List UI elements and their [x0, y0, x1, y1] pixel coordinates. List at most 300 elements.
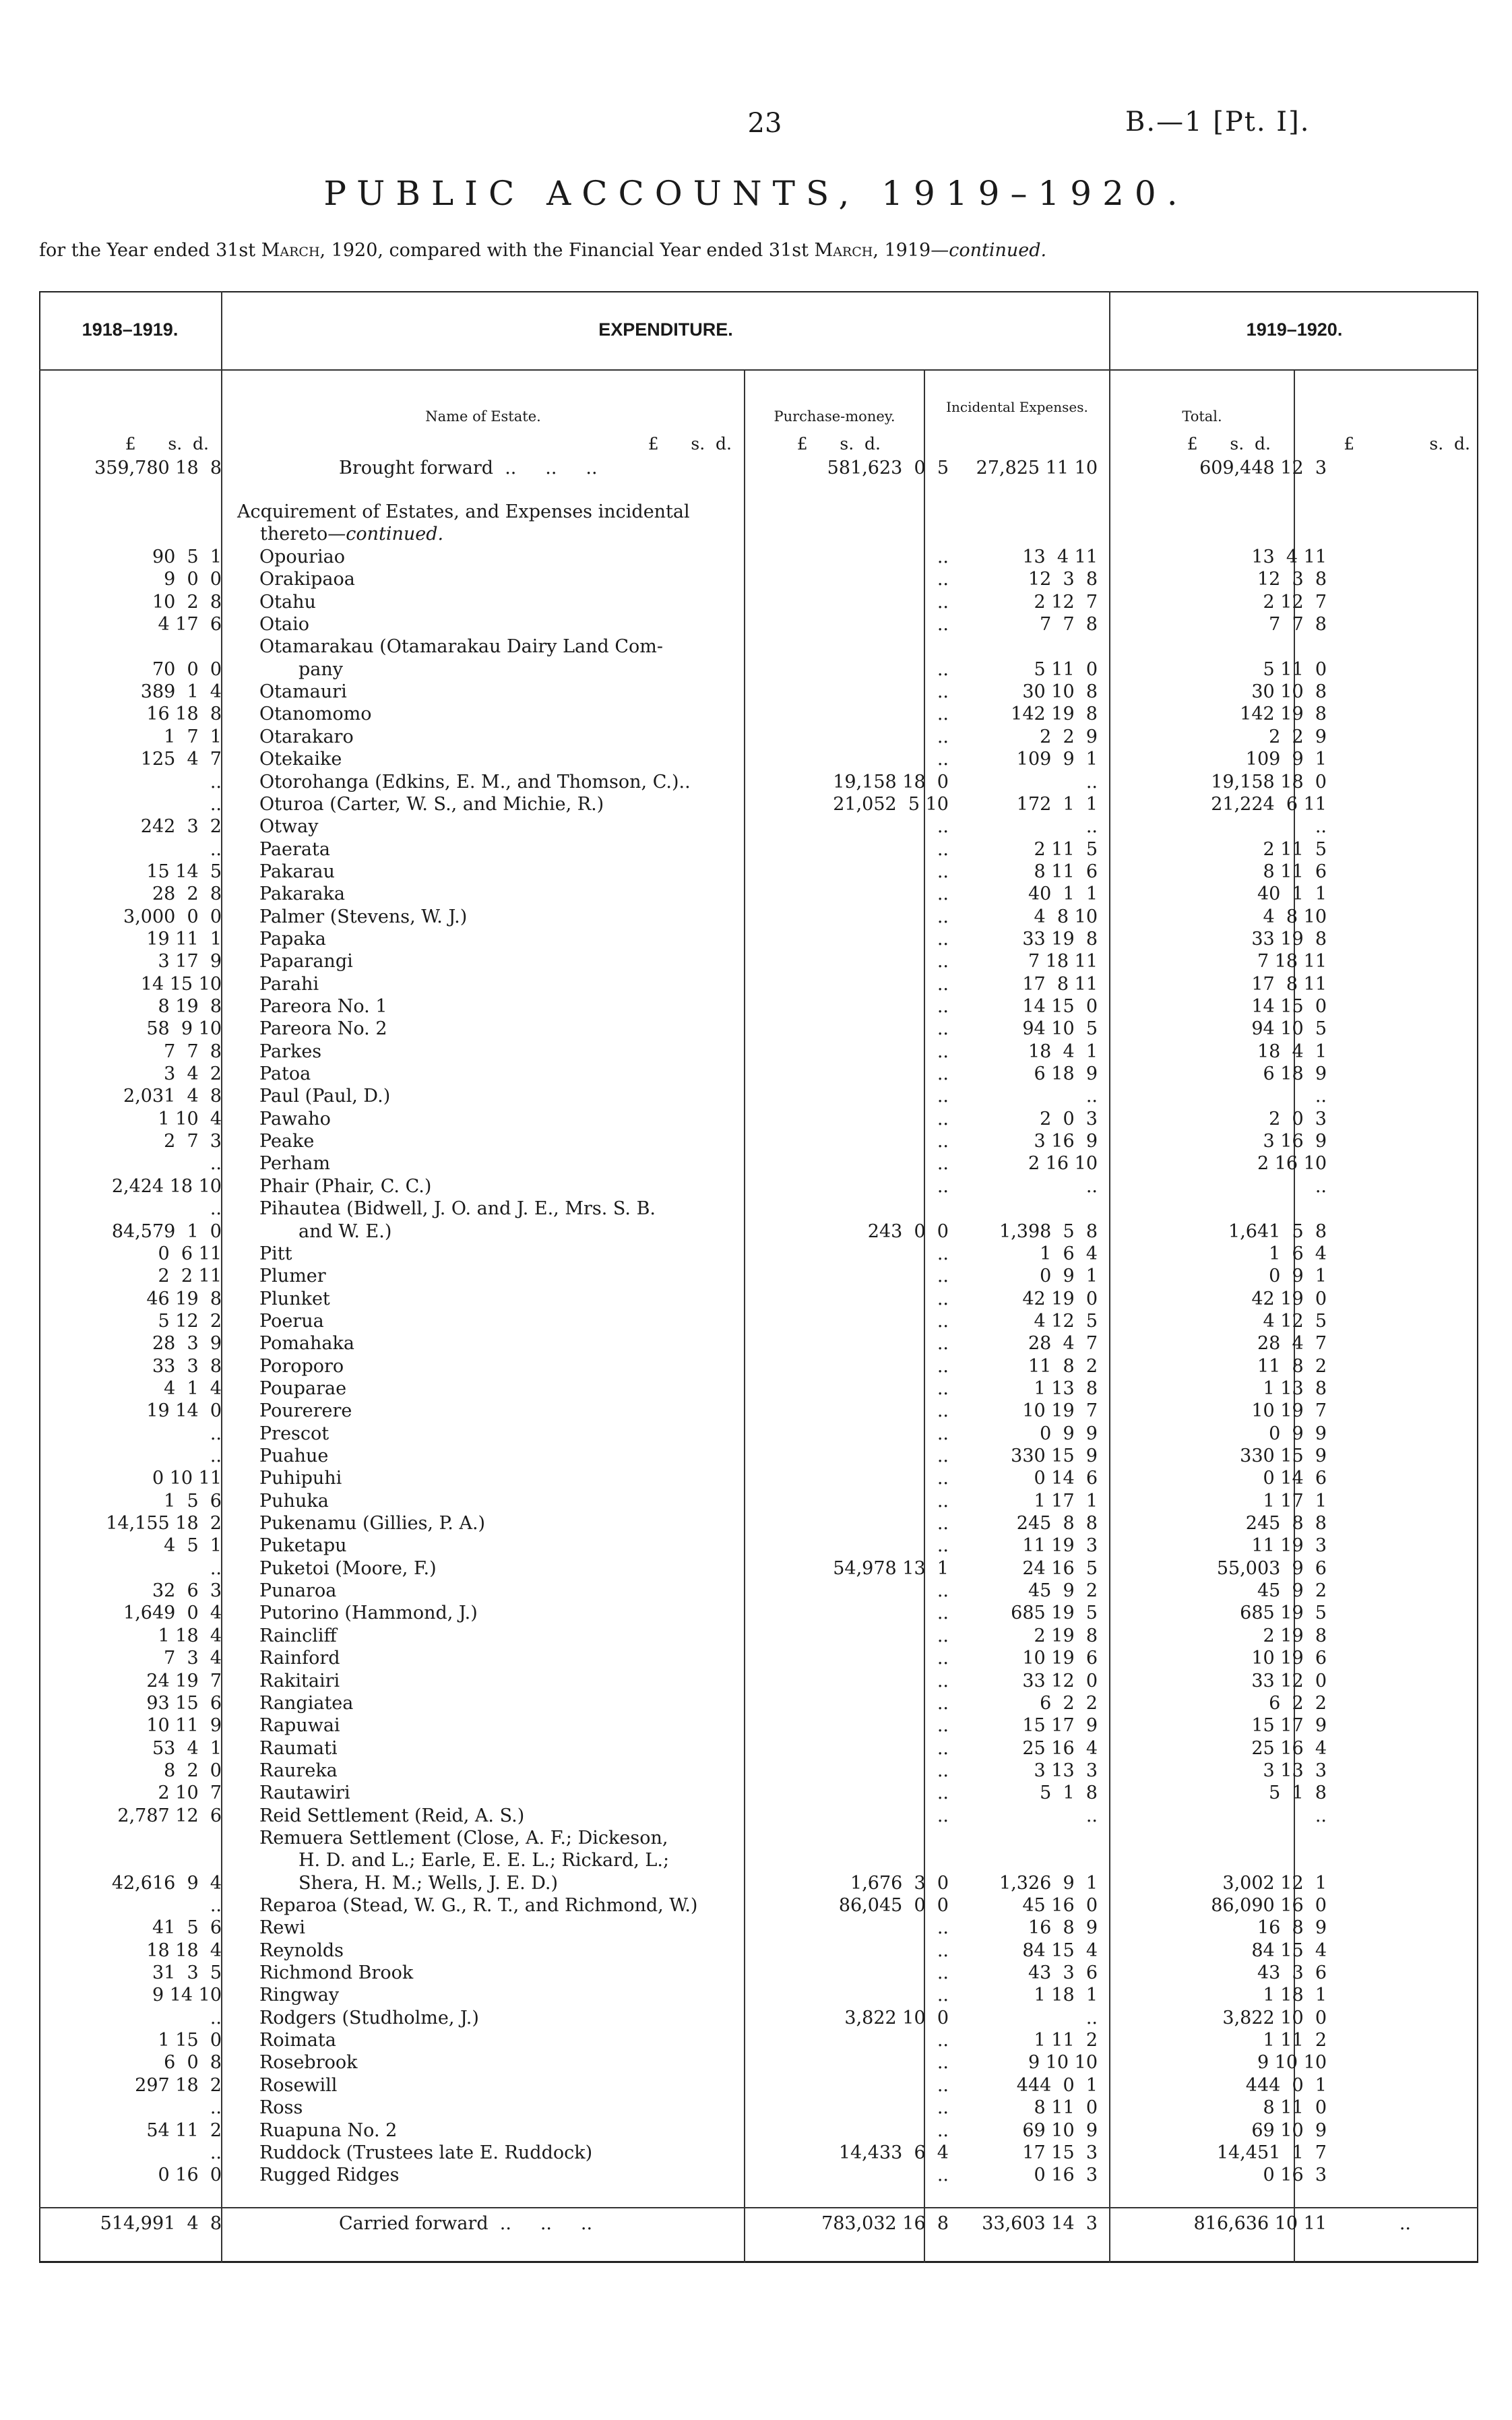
totals-rule — [39, 2207, 1478, 2208]
estate-name: Plunket — [259, 1288, 330, 1309]
estate-row — [39, 1400, 1478, 1422]
estate-name: Ruapuna No. 2 — [259, 2119, 398, 2141]
estate-name: Perham — [259, 1153, 330, 1175]
incidental-amount: 14 15 0 — [1022, 996, 1098, 1017]
currency-header: £ s. d. — [1344, 434, 1470, 454]
purchase-amount: .. — [937, 973, 949, 995]
prev-year-amount: 14 15 10 — [140, 973, 222, 995]
incidental-amount: 0 14 6 — [1034, 1468, 1098, 1489]
estate-row — [39, 1243, 1478, 1265]
total-amount: 3,002 12 1 — [1222, 1872, 1327, 1894]
estate-row — [39, 1512, 1478, 1534]
incidental-amount: 45 9 2 — [1028, 1580, 1098, 1602]
col-purchase-header: Purchase-money. — [774, 408, 895, 425]
incidental-amount: 4 8 10 — [1034, 906, 1098, 927]
prev-year-amount: 84,579 1 0 — [111, 1220, 222, 1242]
estate-row — [39, 1288, 1478, 1310]
estate-name: Palmer (Stevens, W. J.) — [259, 906, 468, 927]
subtitle-part: , 1920, compared with the Financial Year ended 31st — [319, 240, 815, 261]
estate-row — [39, 1490, 1478, 1512]
prev-year-amount: 18 18 4 — [146, 1940, 222, 1961]
prev-year-amount: 28 3 9 — [152, 1333, 222, 1355]
purchase-amount: .. — [937, 838, 949, 860]
purchase-amount: .. — [937, 1108, 949, 1129]
incidental-amount: 0 16 3 — [1034, 2165, 1098, 2186]
estate-name: Oturoa (Carter, W. S., and Michie, R.) — [259, 793, 604, 815]
purchase-amount: .. — [937, 996, 949, 1017]
estate-row — [39, 861, 1478, 883]
purchase-amount: .. — [937, 704, 949, 725]
total-amount: 444 0 1 — [1245, 2074, 1327, 2096]
estate-row — [39, 1782, 1478, 1804]
purchase-amount: 783,032 16 8 — [821, 2213, 949, 2234]
estate-row — [39, 1534, 1478, 1557]
estate-name: Rewi — [259, 1917, 306, 1939]
incidental-amount: 1 18 1 — [1034, 1985, 1098, 2006]
purchase-amount: .. — [937, 906, 949, 927]
current-year-amount: .. — [1399, 2213, 1411, 2234]
total-amount: 55,003 9 6 — [1216, 1557, 1327, 1579]
incidental-amount: 69 10 9 — [1022, 2119, 1098, 2141]
incidental-amount: 30 10 8 — [1022, 681, 1098, 703]
incidental-amount: 2 12 7 — [1034, 591, 1098, 613]
total-amount: 2 11 5 — [1263, 838, 1327, 860]
subtitle-part: , 1919— — [873, 240, 949, 261]
prev-year-amount: 242 3 2 — [140, 816, 222, 838]
purchase-amount: .. — [937, 1513, 949, 1534]
purchase-amount: .. — [937, 1333, 949, 1355]
purchase-amount: .. — [937, 1737, 949, 1759]
incidental-amount: .. — [1085, 771, 1098, 793]
estate-row — [39, 2119, 1478, 2142]
subtitle-month: March — [814, 240, 873, 261]
currency-header: £ s. d. — [796, 434, 881, 454]
purchase-amount: .. — [937, 1288, 949, 1309]
total-amount: 3 13 3 — [1263, 1760, 1327, 1781]
estate-row — [39, 1377, 1478, 1400]
estate-name: Otekaike — [259, 749, 342, 770]
purchase-amount: .. — [937, 1782, 949, 1804]
total-amount: 3,822 10 0 — [1222, 2007, 1327, 2028]
prev-year-amount: 41 5 6 — [152, 1917, 222, 1939]
prev-year-amount: .. — [210, 838, 222, 860]
prev-year-amount: 389 1 4 — [140, 681, 222, 703]
total-amount: 28 4 7 — [1257, 1333, 1327, 1355]
incidental-amount: 13 4 11 — [1022, 547, 1098, 567]
estate-name: Reynolds — [259, 1940, 344, 1961]
subtitle-continued: continued. — [949, 240, 1047, 261]
estate-row — [39, 771, 1478, 793]
total-amount: 685 19 5 — [1240, 1603, 1327, 1624]
estate-row — [39, 1625, 1478, 1647]
purchase-amount: .. — [937, 2074, 949, 2096]
incidental-amount: 24 16 5 — [1022, 1557, 1098, 1579]
purchase-amount: .. — [937, 1490, 949, 1512]
incidental-amount: 33 19 8 — [1022, 928, 1098, 950]
purchase-amount: .. — [937, 2030, 949, 2051]
incidental-amount: 2 11 5 — [1034, 838, 1098, 860]
estate-name: Pomahaka — [259, 1333, 354, 1355]
estate-name: Raincliff — [259, 1625, 337, 1646]
total-amount: 816,636 10 11 — [1193, 2213, 1327, 2234]
total-amount: 5 11 0 — [1263, 658, 1327, 680]
estate-row — [39, 2074, 1478, 2097]
prev-year-amount: .. — [210, 793, 222, 815]
prev-year-amount: 359,780 18 8 — [94, 458, 222, 478]
leader-dots: .. .. .. — [493, 458, 598, 478]
estate-name: Parahi — [259, 973, 319, 995]
estate-name: Roimata — [259, 2030, 336, 2051]
total-amount: .. — [1315, 816, 1327, 838]
prev-year-amount: 58 9 10 — [146, 1018, 222, 1040]
estate-row — [39, 973, 1478, 995]
prev-year-amount: .. — [210, 771, 222, 793]
incidental-amount: 1,326 9 1 — [999, 1872, 1098, 1894]
prev-year-amount: 3 17 9 — [158, 951, 222, 972]
total-amount: 69 10 9 — [1251, 2119, 1327, 2141]
prev-year-amount: 46 19 8 — [146, 1288, 222, 1309]
total-amount: 0 16 3 — [1263, 2165, 1327, 2186]
estate-row — [39, 1152, 1478, 1175]
purchase-amount: .. — [937, 547, 949, 567]
total-amount: 21,224 6 11 — [1211, 793, 1327, 815]
estate-row — [39, 1849, 1478, 1871]
prev-year-amount: 2,031 4 8 — [123, 1086, 222, 1107]
purchase-amount: .. — [937, 1917, 949, 1939]
prev-year-amount: 1,649 0 4 — [123, 1603, 222, 1624]
estate-name: Poroporo — [259, 1355, 344, 1377]
prev-year-amount: .. — [210, 2097, 222, 2119]
header-rule — [39, 369, 1478, 371]
incidental-amount: 5 1 8 — [1040, 1782, 1098, 1804]
purchase-amount: .. — [937, 861, 949, 882]
prev-year-amount: 7 7 8 — [164, 1041, 222, 1062]
estate-row — [39, 1647, 1478, 1669]
purchase-amount: .. — [937, 1446, 949, 1466]
estate-row — [39, 591, 1478, 613]
incidental-amount: 18 4 1 — [1028, 1041, 1098, 1062]
purchase-amount: .. — [937, 2052, 949, 2074]
total-amount: 19,158 18 0 — [1211, 771, 1327, 793]
estate-row — [39, 1220, 1478, 1243]
estate-row — [39, 2029, 1478, 2051]
estate-row — [39, 1108, 1478, 1130]
prev-year-amount: 93 15 6 — [146, 1692, 222, 1714]
estate-row — [39, 1737, 1478, 1760]
total-amount: 4 12 5 — [1263, 1310, 1327, 1332]
purchase-amount: .. — [937, 1041, 949, 1062]
incidental-amount: 1 17 1 — [1034, 1490, 1098, 1512]
incidental-amount: 2 2 9 — [1040, 726, 1098, 747]
incidental-amount: 1 13 8 — [1034, 1377, 1098, 1399]
purchase-amount: .. — [937, 1175, 949, 1197]
purchase-amount: .. — [937, 2165, 949, 2186]
estate-name: Reid Settlement (Reid, A. S.) — [259, 1805, 525, 1826]
estate-name: Paparangi — [259, 951, 353, 972]
purchase-amount: .. — [937, 928, 949, 950]
prev-year-amount: .. — [210, 1153, 222, 1175]
estate-row — [39, 1805, 1478, 1827]
estate-name: Puahue — [259, 1446, 329, 1466]
prev-year-amount: 8 2 0 — [164, 1760, 222, 1781]
estate-name: Otamarakau (Otamarakau Dairy Land Com- — [259, 636, 664, 658]
purchase-amount: .. — [937, 1760, 949, 1781]
total-amount: 18 4 1 — [1257, 1041, 1327, 1062]
total-amount: .. — [1315, 1175, 1327, 1197]
total-amount: 1 6 4 — [1269, 1243, 1327, 1264]
estate-name: Rosewill — [259, 2074, 338, 2096]
prev-year-amount: 3,000 0 0 — [123, 906, 222, 927]
prev-year-amount: 0 10 11 — [152, 1468, 222, 1489]
estate-name: Otamauri — [259, 681, 347, 703]
estate-name: Orakipaoa — [259, 569, 355, 590]
total-amount: 330 15 9 — [1240, 1446, 1327, 1466]
estate-name: Shera, H. M.; Wells, J. E. D.) — [298, 1872, 559, 1894]
estate-row — [39, 546, 1478, 568]
prev-year-amount: 2 2 11 — [158, 1266, 222, 1287]
total-amount: .. — [1315, 1086, 1327, 1107]
total-amount: 11 19 3 — [1251, 1535, 1327, 1557]
prev-year-amount: 15 14 5 — [146, 861, 222, 882]
estate-name: Reparoa (Stead, W. G., R. T., and Richmond, W.) — [259, 1895, 698, 1916]
estate-row — [39, 793, 1478, 815]
incidental-amount: 2 19 8 — [1034, 1625, 1098, 1646]
purchase-amount: .. — [937, 1355, 949, 1377]
estate-row — [39, 1265, 1478, 1287]
total-amount: .. — [1315, 1805, 1327, 1826]
estate-name: Pareora No. 1 — [259, 996, 387, 1017]
prev-year-amount: 9 0 0 — [164, 569, 222, 590]
incidental-amount: 9 10 10 — [1028, 2052, 1098, 2074]
incidental-amount: 3 13 3 — [1034, 1760, 1098, 1781]
estate-row — [39, 1692, 1478, 1714]
purchase-amount: .. — [937, 1962, 949, 1984]
estate-row — [39, 726, 1478, 748]
estate-name: Poerua — [259, 1310, 324, 1332]
total-amount: 33 12 0 — [1251, 1670, 1327, 1692]
estate-name: Raumati — [259, 1737, 338, 1759]
estate-name: Rakitairi — [259, 1670, 340, 1692]
prev-year-amount: .. — [210, 1198, 222, 1220]
prev-year-amount: 19 14 0 — [146, 1400, 222, 1422]
section-heading-text: thereto— — [260, 524, 346, 545]
purchase-amount: .. — [937, 1580, 949, 1602]
incidental-amount: 43 3 6 — [1028, 1962, 1098, 1984]
purchase-amount: .. — [937, 614, 949, 635]
prev-year-amount: 14,155 18 2 — [106, 1513, 222, 1534]
prev-year-amount: .. — [210, 1895, 222, 1916]
estate-name: Ross — [259, 2097, 303, 2119]
total-amount: 42 19 0 — [1251, 1288, 1327, 1309]
purchase-amount: .. — [937, 1266, 949, 1287]
prev-year-amount: 10 11 9 — [146, 1715, 222, 1737]
estate-row — [39, 748, 1478, 770]
incidental-amount: 17 15 3 — [1022, 2142, 1098, 2163]
estate-name: pany — [298, 658, 344, 680]
estate-name: and W. E.) — [298, 1220, 392, 1242]
purchase-amount: .. — [937, 951, 949, 972]
incidental-amount: 109 9 1 — [1016, 749, 1098, 770]
prev-year-amount: 19 11 1 — [146, 928, 222, 950]
estate-name: Otaio — [259, 614, 309, 635]
estate-name: Rautawiri — [259, 1782, 350, 1804]
prev-year-amount: 2 7 3 — [164, 1131, 222, 1152]
purchase-amount: .. — [937, 1985, 949, 2006]
incidental-amount: 16 8 9 — [1028, 1917, 1098, 1939]
estate-name: Phair (Phair, C. C.) — [259, 1175, 432, 1197]
estate-name: Pawaho — [259, 1108, 331, 1129]
estate-row — [39, 1670, 1478, 1692]
estate-row — [39, 950, 1478, 972]
incidental-amount: 11 19 3 — [1022, 1535, 1098, 1557]
incidental-amount: 245 8 8 — [1016, 1513, 1098, 1534]
prev-year-amount: 0 6 11 — [158, 1243, 222, 1264]
purchase-amount: 19,158 18 0 — [833, 771, 949, 793]
estate-row — [39, 1984, 1478, 2006]
estate-name: Rapuwai — [259, 1715, 340, 1737]
estate-row — [39, 1760, 1478, 1782]
estate-name: Pakarau — [259, 861, 335, 882]
incidental-amount: 33 12 0 — [1022, 1670, 1098, 1692]
total-amount: 40 1 1 — [1257, 883, 1327, 905]
total-amount: 45 9 2 — [1257, 1580, 1327, 1602]
prev-year-amount: 16 18 8 — [146, 704, 222, 725]
section-heading-italic: continued. — [346, 524, 444, 545]
purchase-amount: .. — [937, 569, 949, 590]
purchase-amount: .. — [937, 1468, 949, 1489]
col-incidental-header: Incidental Expenses. — [946, 399, 1088, 415]
estate-row — [39, 1198, 1478, 1220]
total-amount: 1 18 1 — [1263, 1985, 1327, 2006]
prev-year-amount: 24 19 7 — [146, 1670, 222, 1692]
estate-row — [39, 1130, 1478, 1152]
total-amount: 13 4 11 — [1251, 547, 1327, 567]
estate-name: Ruddock (Trustees late E. Ruddock) — [259, 2142, 593, 2163]
total-amount: 10 19 7 — [1251, 1400, 1327, 1422]
total-amount: 2 12 7 — [1263, 591, 1327, 613]
estate-name: Pukenamu (Gillies, P. A.) — [259, 1513, 486, 1534]
total-amount: 9 10 10 — [1257, 2052, 1327, 2074]
prev-year-amount: .. — [210, 1423, 222, 1444]
purchase-amount: .. — [937, 1625, 949, 1646]
currency-header: £ s. d. — [125, 434, 209, 454]
total-amount: 245 8 8 — [1245, 1513, 1327, 1534]
incidental-amount: 10 19 6 — [1022, 1648, 1098, 1669]
purchase-amount: 54,978 13 1 — [833, 1557, 949, 1579]
incidental-amount: 5 11 0 — [1034, 658, 1098, 680]
total-amount: 142 19 8 — [1240, 704, 1327, 725]
prev-year-amount: 70 0 0 — [152, 658, 222, 680]
prev-year-amount: 8 19 8 — [158, 996, 222, 1017]
purchase-amount: .. — [937, 1648, 949, 1669]
estate-row — [39, 838, 1478, 861]
estate-row — [39, 1085, 1478, 1107]
estate-row — [39, 1310, 1478, 1332]
purchase-amount: .. — [937, 591, 949, 613]
estate-row — [39, 1467, 1478, 1489]
total-amount: 2 16 10 — [1257, 1153, 1327, 1175]
purchase-amount: .. — [937, 1423, 949, 1444]
purchase-amount: 581,623 0 5 — [827, 458, 949, 478]
purchase-amount: .. — [937, 1535, 949, 1557]
prev-year-amount: 125 4 7 — [140, 749, 222, 770]
estate-row — [39, 2051, 1478, 2074]
estate-name: Rugged Ridges — [259, 2165, 400, 2186]
incidental-amount: 1 11 2 — [1034, 2030, 1098, 2051]
prev-year-amount: 32 6 3 — [152, 1580, 222, 1602]
incidental-amount: .. — [1085, 816, 1098, 838]
total-amount: 8 11 0 — [1263, 2097, 1327, 2119]
estate-name: Parkes — [259, 1041, 322, 1062]
purchase-amount: .. — [937, 1670, 949, 1692]
purchase-amount: .. — [937, 1310, 949, 1332]
total-amount: 6 18 9 — [1263, 1063, 1327, 1085]
prev-year-amount: 297 18 2 — [135, 2074, 222, 2096]
incidental-amount: 40 1 1 — [1028, 883, 1098, 905]
purchase-amount: 243 0 0 — [867, 1220, 949, 1242]
estate-row — [39, 681, 1478, 703]
incidental-amount: 12 3 8 — [1028, 569, 1098, 590]
section-heading-cont — [260, 524, 443, 545]
estate-name: Richmond Brook — [259, 1962, 414, 1984]
estate-row — [39, 1332, 1478, 1355]
estate-row — [39, 2142, 1478, 2164]
estate-row — [39, 1580, 1478, 1602]
total-amount: 1 13 8 — [1263, 1377, 1327, 1399]
incidental-amount: 94 10 5 — [1022, 1018, 1098, 1040]
total-amount: 1 17 1 — [1263, 1490, 1327, 1512]
prev-year-amount: .. — [210, 1557, 222, 1579]
incidental-amount: 3 16 9 — [1034, 1131, 1098, 1152]
prev-year-amount: 1 15 0 — [158, 2030, 222, 2051]
prev-year-amount: 28 2 8 — [152, 883, 222, 905]
incidental-amount: 8 11 6 — [1034, 861, 1098, 882]
total-amount: 84 15 4 — [1251, 1940, 1327, 1961]
incidental-amount: 172 1 1 — [1016, 793, 1098, 815]
incidental-amount: 84 15 4 — [1022, 1940, 1098, 1961]
estate-name: Puketoi (Moore, F.) — [259, 1557, 437, 1579]
carried-forward-row — [39, 2212, 1478, 2235]
estate-name: Remuera Settlement (Close, A. F.; Dickeson, — [259, 1827, 668, 1849]
estate-name: Raureka — [259, 1760, 338, 1781]
incidental-amount: 0 9 9 — [1040, 1423, 1098, 1444]
total-amount: 2 19 8 — [1263, 1625, 1327, 1646]
purchase-amount: .. — [937, 883, 949, 905]
incidental-amount: .. — [1085, 1175, 1098, 1197]
incidental-amount: 330 15 9 — [1011, 1446, 1098, 1466]
estate-row — [39, 1940, 1478, 1962]
prev-year-amount: 5 12 2 — [158, 1310, 222, 1332]
estate-name: Prescot — [259, 1423, 329, 1444]
incidental-amount: 7 18 11 — [1028, 951, 1098, 972]
col-total-header: Total. — [1182, 408, 1222, 425]
page-title: PUBLIC ACCOUNTS, 1919–1920. — [323, 174, 1189, 213]
estate-row — [39, 928, 1478, 950]
total-amount: 16 8 9 — [1257, 1917, 1327, 1939]
estate-row — [39, 635, 1478, 658]
prev-year-amount: 54 11 2 — [146, 2119, 222, 2141]
incidental-amount: 33,603 14 3 — [982, 2213, 1098, 2234]
estate-row — [39, 1041, 1478, 1063]
prev-year-amount: .. — [210, 2007, 222, 2028]
currency-header: £ s. d. — [1187, 434, 1271, 454]
total-amount: 6 2 2 — [1269, 1692, 1327, 1714]
estate-name: Ringway — [259, 1985, 340, 2006]
incidental-amount: 6 2 2 — [1040, 1692, 1098, 1714]
total-amount: 4 8 10 — [1263, 906, 1327, 927]
estate-name: Pitt — [259, 1243, 292, 1264]
estate-name: Pihautea (Bidwell, J. O. and J. E., Mrs. S. B. — [259, 1198, 656, 1220]
